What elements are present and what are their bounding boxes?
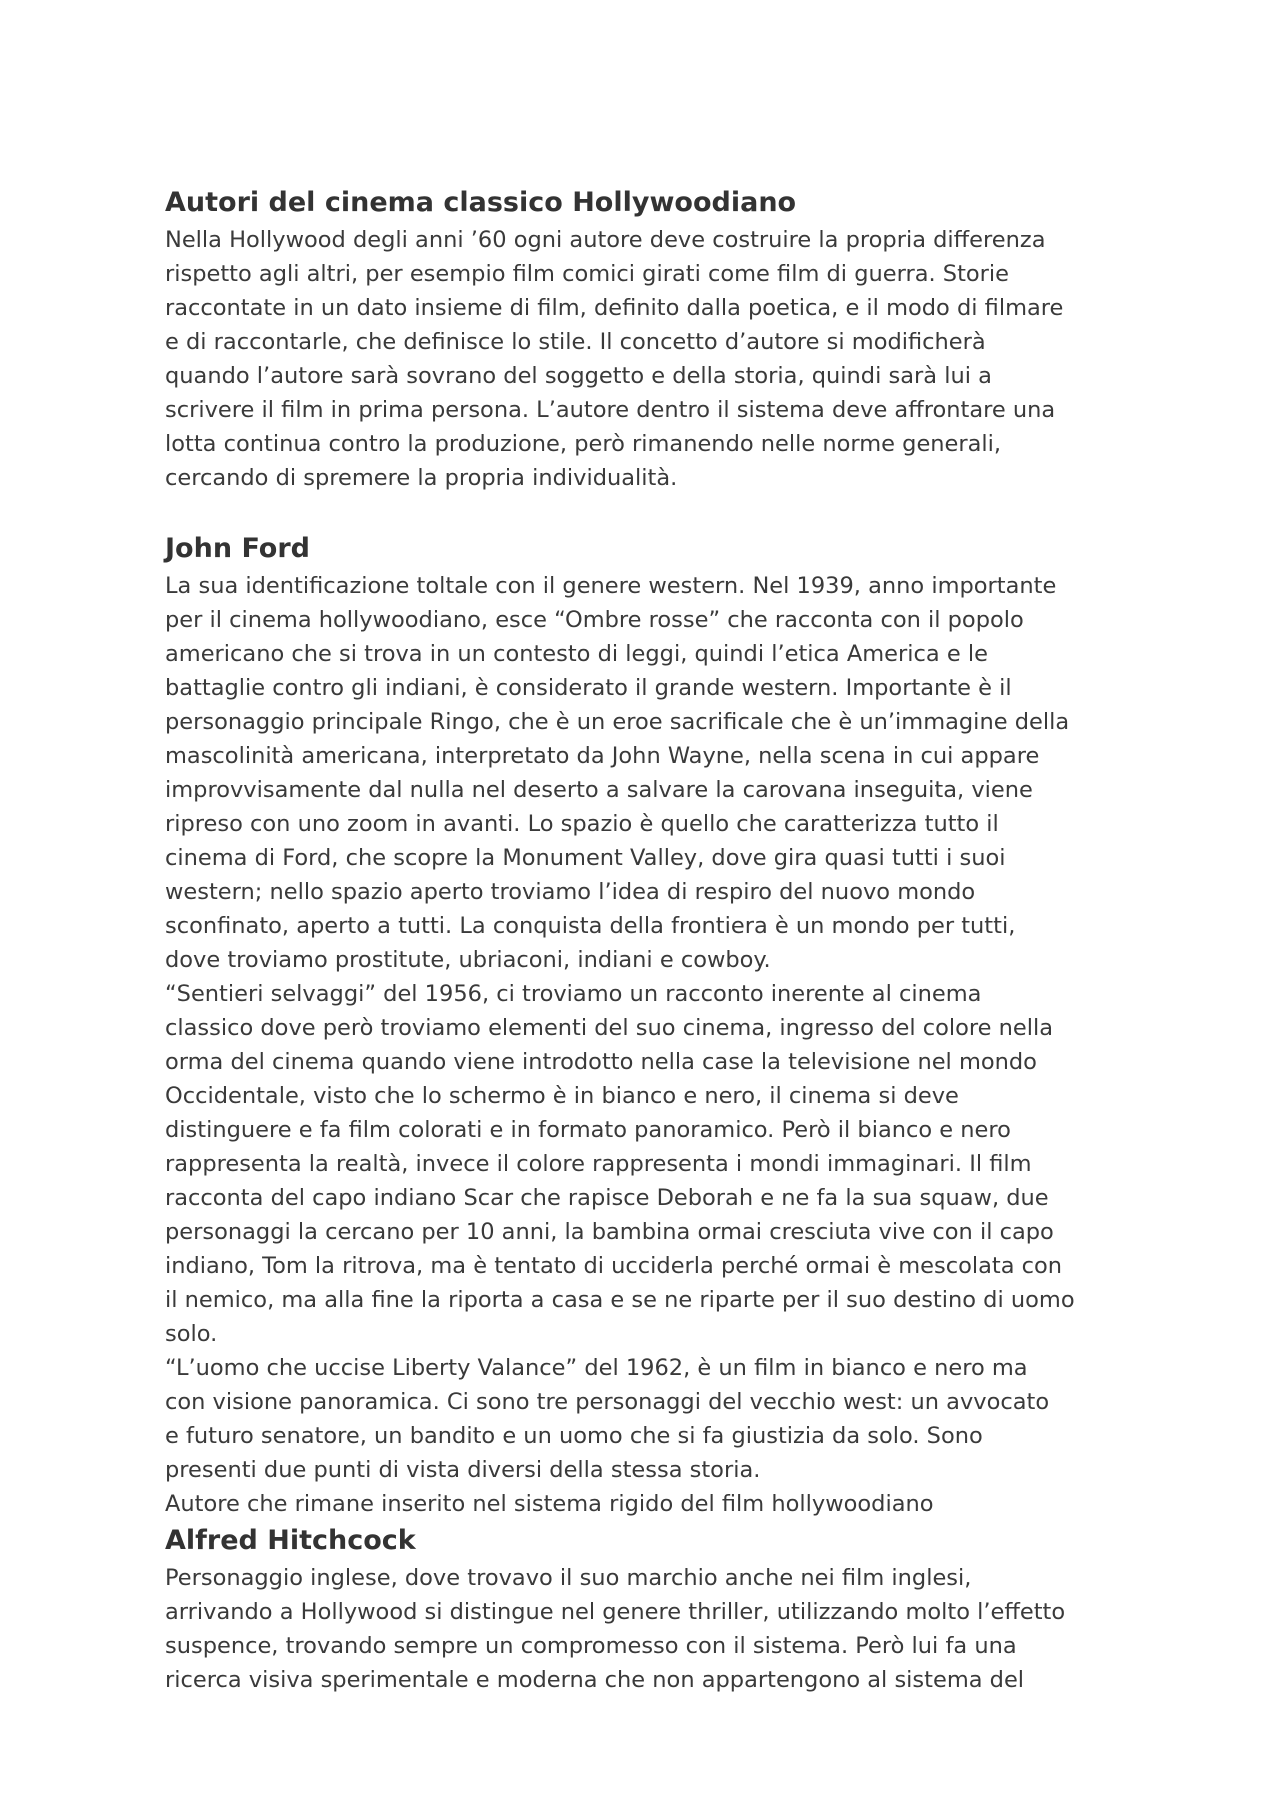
section-title-autori: Autori del cinema classico Hollywoodiano (165, 187, 797, 218)
paragraph-autori-intro: Nella Hollywood degli anni ’60 ogni autore deve costruire la propria differenza rispetto agli altri, per esempio film comici girati come film di guerra. Storie raccontate in un dato insieme di film, definito dalla poetica, e il modo di filmare e di raccontarle, che definisce lo stile. Il concetto d’autore si modificherà quando l’autore sarà sovrano del soggetto e della storia, quindi sarà lui a scrivere il film in prima persona. L’autore dentro il sistema deve affrontare una lotta continua contro la produzione, però rimanendo nelle norme generali, cercando di spremere la propria individualità. (165, 227, 1064, 491)
paragraph-hitchcock-intro: Personaggio inglese, dove trovavo il suo marchio anche nei film inglesi, arrivando a Hollywood si distingue nel genere thriller, utilizzando molto l’effetto suspence, trovando sempre un compromesso con il sistema. Però lui fa una ricerca visiva sperimentale e moderna che non appartengono al sistema del (165, 1565, 1066, 1693)
section-title-hitchcock: Alfred Hitchcock (165, 1525, 416, 1556)
paragraph-ford-ombre-rosse: La sua identificazione toltale con il genere western. Nel 1939, anno importante per il cinema hollywoodiano, esce “Ombre rosse” che racconta con il popolo americano che si trova in un contesto di leggi, quindi l’etica America e le battaglie contro gli indiani, è considerato il grande western. Importante è il personaggio principale Ringo, che è un eroe sacrificale che è un’immagine della mascolinità americana, interpretato da John Wayne, nella scena in cui appare improvvisamente dal nulla nel deserto a salvare la carovana inseguita, viene ripreso con uno zoom in avanti. Lo spazio è quello che caratterizza tutto il cinema di Ford, che scopre la Monument Valley, dove gira quasi tutti i suoi western; nello spazio aperto troviamo l’idea di respiro del nuovo mondo sconfinato, aperto a tutti. La conquista della frontiera è un mondo per tutti, dove troviamo prostitute, ubriaconi, indiani e cowboy. (165, 573, 1070, 973)
spacer (165, 495, 1140, 529)
paragraph-ford-liberty-valance: “L’uomo che uccise Liberty Valance” del 1962, è un film in bianco e nero ma con visione panoramica. Ci sono tre personaggi del vecchio west: un avvocato e futuro senatore, un bandito e un uomo che si fa giustizia da solo. Sono presenti due punti di vista diversi della stessa storia. (165, 1355, 1050, 1483)
paragraph-ford-conclusion: Autore che rimane inserito nel sistema rigido del film hollywoodiano (165, 1491, 934, 1517)
paragraph-ford-sentieri-selvaggi: “Sentieri selvaggi” del 1956, ci troviamo un racconto inerente al cinema classico dove però troviamo elementi del suo cinema, ingresso del colore nella orma del cinema quando viene introdotto nella case la televisione nel mondo Occidentale, visto che lo schermo è in bianco e nero, il cinema si deve distinguere e fa film colorati e in formato panoramico. Però il bianco e nero rappresenta la realtà, invece il colore rappresenta i mondi immaginari. Il film racconta del capo indiano Scar che rapisce Deborah e ne fa la sua squaw, due personaggi la cercano per 10 anni, la bambina ormai cresciuta vive con il capo indiano, Tom la ritrova, ma è tentato di ucciderla perché ormai è mescolata con il nemico, ma alla fine la riporta a casa e se ne riparte per il suo destino di uomo solo. (165, 981, 1075, 1347)
document-page (165, 183, 1140, 1697)
section-title-john-ford: John Ford (165, 533, 310, 564)
